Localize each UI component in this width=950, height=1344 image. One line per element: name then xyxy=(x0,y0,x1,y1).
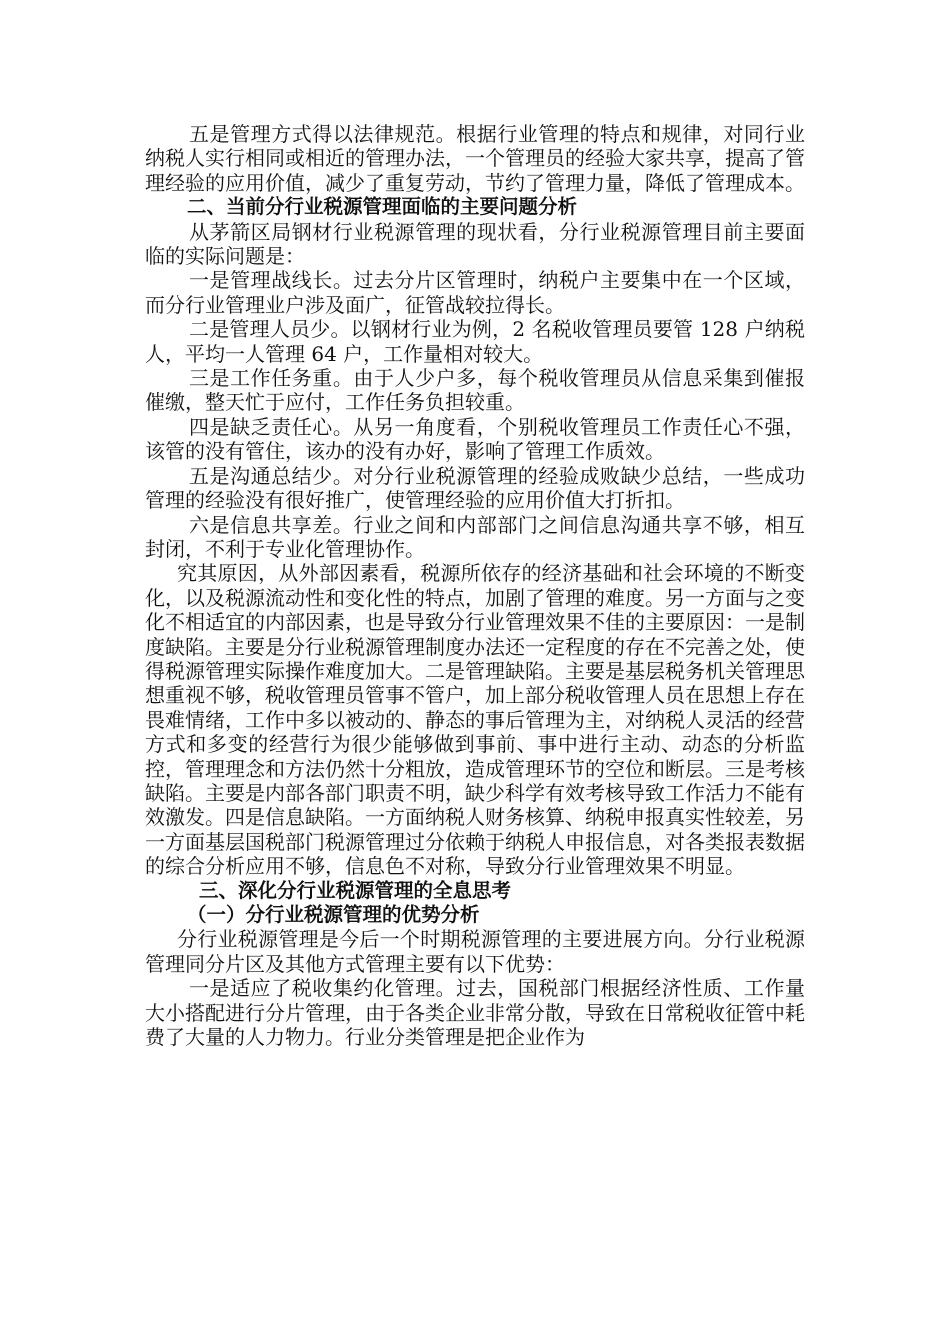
paragraph: 究其原因，从外部因素看，税源所依存的经济基础和社会环境的不断变化，以及税源流动性和变化性的特点，加剧了管理的难度。另一方面与之变化不相适宜的内部因素，也是导致分行业管理效果不佳的主要原因：一是制度缺陷。主要是分行业税源管理制度办法还一定程度的存在不完善之处，使得税源管理实际操作难度加大。二是管理缺陷。主要是基层税务机关管理思想重视不够，税收管理员管事不管户，加上部分税收管理人员在思想上存在畏难情绪，工作中多以被动的、静态的事后管理为主，对纳税人灵活的经营方式和多变的经营行为很少能够做到事前、事中进行主动、动态的分析监控，管理理念和方法仍然十分粗放，造成管理环节的空位和断层。三是考核缺陷。主要是内部各部门职责不明，缺少科学有效考核导致工作活力不能有效激发。四是信息缺陷。一方面纳税人财务核算、纳税申报真实性较差，另一方面基层国税部门税源管理过分依赖于纳税人申报信息，对各类报表数据的综合分析应用不够，信息色不对称，导致分行业管理效果不明显。 xyxy=(145,561,805,879)
paragraph: 一是管理战线长。过去分片区管理时，纳税户主要集中在一个区域，而分行业管理业户涉及面广，征管战较拉得长。 xyxy=(145,268,805,317)
paragraph: 从茅箭区局钢材行业税源管理的现状看，分行业税源管理目前主要面临的实际问题是： xyxy=(145,219,805,269)
section-heading: 二、当前分行业税源管理面临的主要问题分析 xyxy=(187,195,578,219)
paragraph: 六是信息共享差。行业之间和内部部门之间信息沟通共享不够，相互封闭，不利于专业化管理协作。 xyxy=(145,512,805,561)
paragraph: 一是适应了税收集约化管理。过去，国税部门根据经济性质、工作量大小搭配进行分片管理，由于各类企业非常分散，导致在日常税收征管中耗费了大量的人力物力。行业分类管理是把企业作为 xyxy=(145,976,805,1050)
paragraph: 五是管理方式得以法律规范。根据行业管理的特点和规律，对同行业纳税人实行相同或相近的管理办法，一个管理员的经验大家共享，提高了管理经验的应用价值，减少了重复劳动，节约了管理力量，降低了管理成本。 xyxy=(145,122,805,195)
paragraph: 五是沟通总结少。对分行业税源管理的经验成败缺少总结，一些成功管理的经验没有很好推广，使管理经验的应用价值大打折扣。 xyxy=(145,463,805,513)
subsection-heading: （一）分行业税源管理的优势分析 xyxy=(187,903,480,926)
paragraph: 分行业税源管理是今后一个时期税源管理的主要进展方向。分行业税源管理同分片区及其他方式管理主要有以下优势： xyxy=(145,927,805,976)
paragraph: 三是工作任务重。由于人少户多，每个税收管理员从信息采集到催报催缴，整天忙于应付，工作任务负担较重。 xyxy=(145,366,805,415)
paragraph: 二是管理人员少。以钢材行业为例，2 名税收管理员要管 128 户纳税人，平均一人管理 64 户，工作量相对较大。 xyxy=(145,317,805,366)
document-page xyxy=(145,122,805,1049)
section-heading: 三、深化分行业税源管理的全息思考 xyxy=(199,878,512,902)
paragraph: 四是缺乏责任心。从另一角度看，个别税收管理员工作责任心不强，该管的没有管住，该办的没有办好，影响了管理工作质效。 xyxy=(145,414,805,464)
